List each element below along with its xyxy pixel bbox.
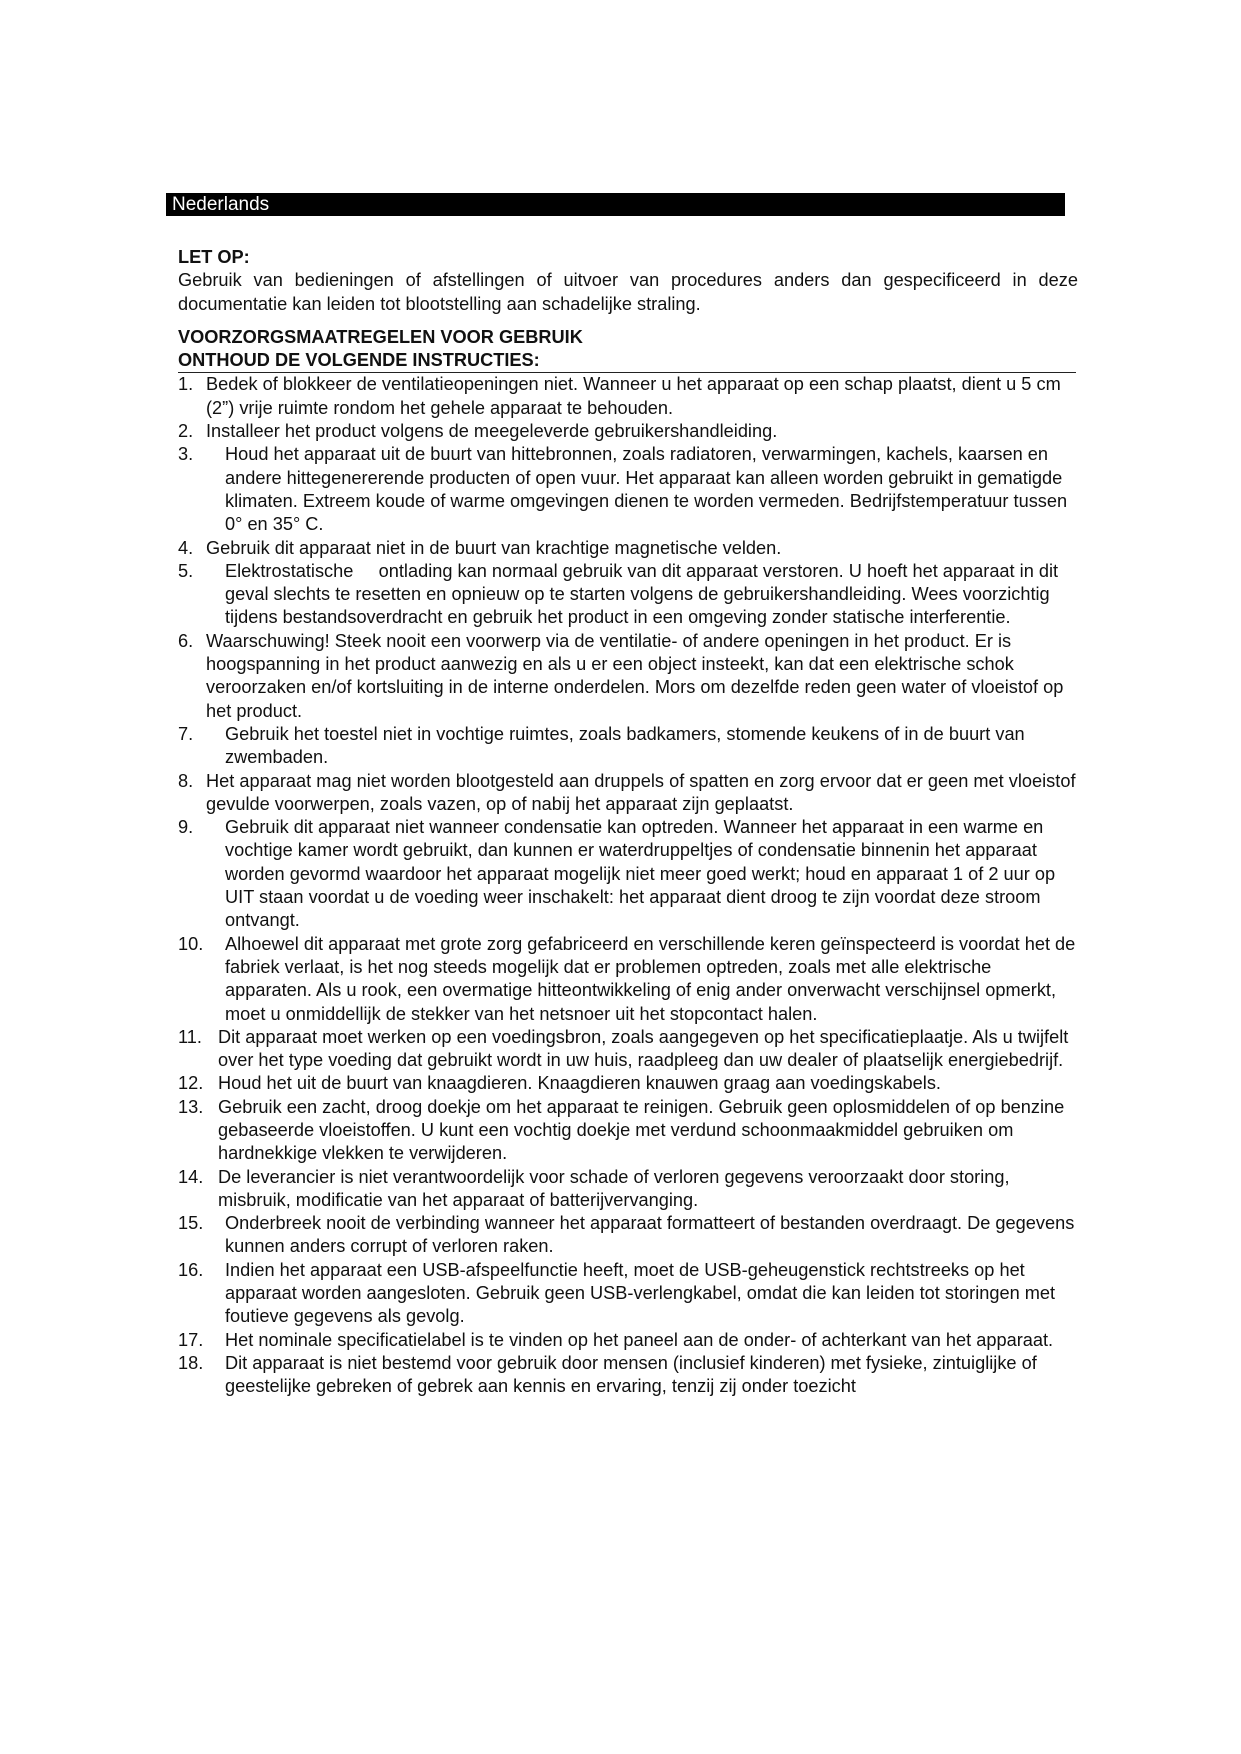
list-item <box>178 537 1078 560</box>
list-item <box>178 933 1078 1026</box>
item-text: Onderbreek nooit de verbinding wanneer het apparaat formatteert of bestanden overdraagt. De gegevens kunnen anders corrupt of verloren raken. <box>225 1213 1075 1257</box>
item-number: 16. <box>178 1259 204 1280</box>
item-number: 15. <box>178 1213 204 1234</box>
list-item <box>178 1026 1078 1073</box>
item-number: 3. <box>178 444 194 465</box>
item-text: Houd het apparaat uit de buurt van hittebronnen, zoals radiatoren, verwarmingen, kachels, kaarsen en andere hittegenererende producten of open vuur. Het apparaat kan alleen worden gebruikt in gematigde klimaten. Extreem koude of warme omgevingen dienen te worden vermeden. Bedrijfstemperatuur tussen 0° en 35° C. <box>225 444 1068 535</box>
item-number: 18. <box>178 1352 204 1373</box>
precautions-heading: VOORZORGSMAATREGELEN VOOR GEBRUIK <box>178 326 583 347</box>
item-number: 14. <box>178 1166 204 1187</box>
list-item <box>178 1212 1078 1259</box>
list-item <box>178 373 1078 420</box>
item-text: Alhoewel dit apparaat met grote zorg gefabriceerd en verschillende keren geïnspecteerd is voordat het de fabriek verlaat, is het nog steeds mogelijk dat er problemen optreden, zoals met alle elektrische apparaten. Als u rook, een overmatige hitteontwikkeling of enig ander onverwacht verschijnsel opmerkt, moet u onmiddellijk de stekker van het netsnoer uit het stopcontact halen. <box>225 933 1076 1024</box>
item-text: Het apparaat mag niet worden blootgesteld aan druppels of spatten en zorg ervoor dat er geen met vloeistof gevulde voorwerpen, zoals vazen, op of nabij het apparaat zijn geplaatst. <box>206 770 1076 814</box>
item-text: Gebruik dit apparaat niet in de buurt van krachtige magnetische velden. <box>206 537 782 558</box>
item-number: 6. <box>178 630 194 651</box>
list-item <box>178 816 1078 932</box>
list-item <box>178 723 1078 770</box>
precautions-list <box>178 373 1078 1398</box>
list-item <box>178 443 1078 536</box>
item-number: 4. <box>178 537 194 558</box>
item-number: 10. <box>178 933 204 954</box>
list-item <box>178 770 1078 817</box>
item-text: Het nominale specificatielabel is te vinden op het paneel aan de onder- of achterkant van het apparaat. <box>225 1329 1054 1350</box>
item-text: Indien het apparaat een USB-afspeelfunctie heeft, moet de USB-geheugenstick rechtstreeks op het apparaat worden aangesloten. Gebruik geen USB-verlengkabel, omdat die kan leiden tot storingen met foutieve gegevens als gevolg. <box>225 1259 1056 1327</box>
item-text: Elektrostatische ontlading kan normaal gebruik van dit apparaat verstoren. U hoeft het apparaat in dit geval slechts te resetten en opnieuw op te starten volgens de gebruikershandleiding. Wees voorzichtig tijdens bestandsoverdracht en gebruik het product in een omgeving zonder statische interferentie. <box>225 560 1064 628</box>
item-number: 9. <box>178 817 194 838</box>
item-text: De leverancier is niet verantwoordelijk voor schade of verloren gegevens veroorzaakt door storing, misbruik, modificatie van het apparaat of batterijvervanging. <box>218 1166 1010 1210</box>
item-number: 11. <box>178 1026 202 1047</box>
list-item <box>178 420 1078 443</box>
caution-text: Gebruik van bedieningen of afstellingen of uitvoer van procedures anders dan gespecificeerd in deze documentatie kan leiden tot blootstelling aan schadelijke straling. <box>178 270 1078 314</box>
item-number: 7. <box>178 723 194 744</box>
list-item <box>178 630 1078 723</box>
item-text: Houd het uit de buurt van knaagdieren. Knaagdieren knauwen graag aan voedingskabels. <box>218 1073 941 1094</box>
item-text: Gebruik dit apparaat niet wanneer condensatie kan optreden. Wanneer het apparaat in een warme en vochtige kamer wordt gebruikt, dan kunnen er waterdruppeltjes of condensatie binnenin het apparaat worden gevormd waardoor het apparaat mogelijk niet meer goed werkt; houd en apparaat 1 of 2 uur op UIT staan voordat u de voeding weer inschakelt: het apparaat dient droog te zijn voordat deze stroom ontvangt. <box>225 817 1056 931</box>
language-header-bar <box>166 193 1065 216</box>
item-number: 8. <box>178 770 194 791</box>
list-item <box>178 560 1078 630</box>
item-text: Gebruik een zacht, droog doekje om het apparaat te reinigen. Gebruik geen oplosmiddelen of op benzine gebaseerde vloeistoffen. U kunt een vochtig doekje met verdund schoonmaakmiddel gebruiken om hardnekkige vlekken te verwijderen. <box>218 1096 1065 1164</box>
item-number: 12. <box>178 1073 204 1094</box>
item-number: 17. <box>178 1329 204 1350</box>
list-item <box>178 1096 1078 1166</box>
list-item <box>178 1352 1078 1399</box>
item-number: 1. <box>178 374 194 395</box>
item-text: Bedek of blokkeer de ventilatieopeningen niet. Wanneer u het apparaat op een schap plaatst, dient u 5 cm (2”) vrije ruimte rondom het gehele apparaat te behouden. <box>206 374 1061 418</box>
list-item <box>178 1072 1078 1095</box>
list-item <box>178 1166 1078 1213</box>
language-label: Nederlands <box>172 194 270 215</box>
list-item <box>178 1259 1078 1329</box>
document-body <box>178 246 1078 1399</box>
item-text: Dit apparaat is niet bestemd voor gebruik door mensen (inclusief kinderen) met fysieke, zintuiglijke of geestelijke gebreken of gebrek aan kennis en ervaring, tenzij zij onder toezicht <box>225 1352 1037 1397</box>
item-number: 13. <box>178 1096 204 1117</box>
item-text: Gebruik het toestel niet in vochtige ruimtes, zoals badkamers, stomende keukens of in de buurt van zwembaden. <box>225 723 1025 768</box>
list-item <box>178 1329 1078 1352</box>
item-text: Dit apparaat moet werken op een voedingsbron, zoals aangegeven op het specificatieplaatje. Als u twijfelt over het type voeding dat gebruikt wordt in uw huis, raadpleeg dan uw dealer of plaatselijk energiebedrijf. <box>218 1026 1069 1071</box>
item-number: 5. <box>178 560 194 581</box>
precautions-subheading: ONTHOUD DE VOLGENDE INSTRUCTIES: <box>178 349 1076 373</box>
item-text: Installeer het product volgens de meegeleverde gebruikershandleiding. <box>206 421 778 442</box>
item-text: Waarschuwing! Steek nooit een voorwerp via de ventilatie- of andere openingen in het product. Er is hoogspanning in het product aanwezig en als u er een object insteekt, kan dat een elektrische schok veroorzaken en/of kortsluiting in de interne onderdelen. Mors om dezelfde reden geen water of vloeistof op het product. <box>206 630 1064 721</box>
item-number: 2. <box>178 421 194 442</box>
caution-title: LET OP: <box>178 247 250 267</box>
